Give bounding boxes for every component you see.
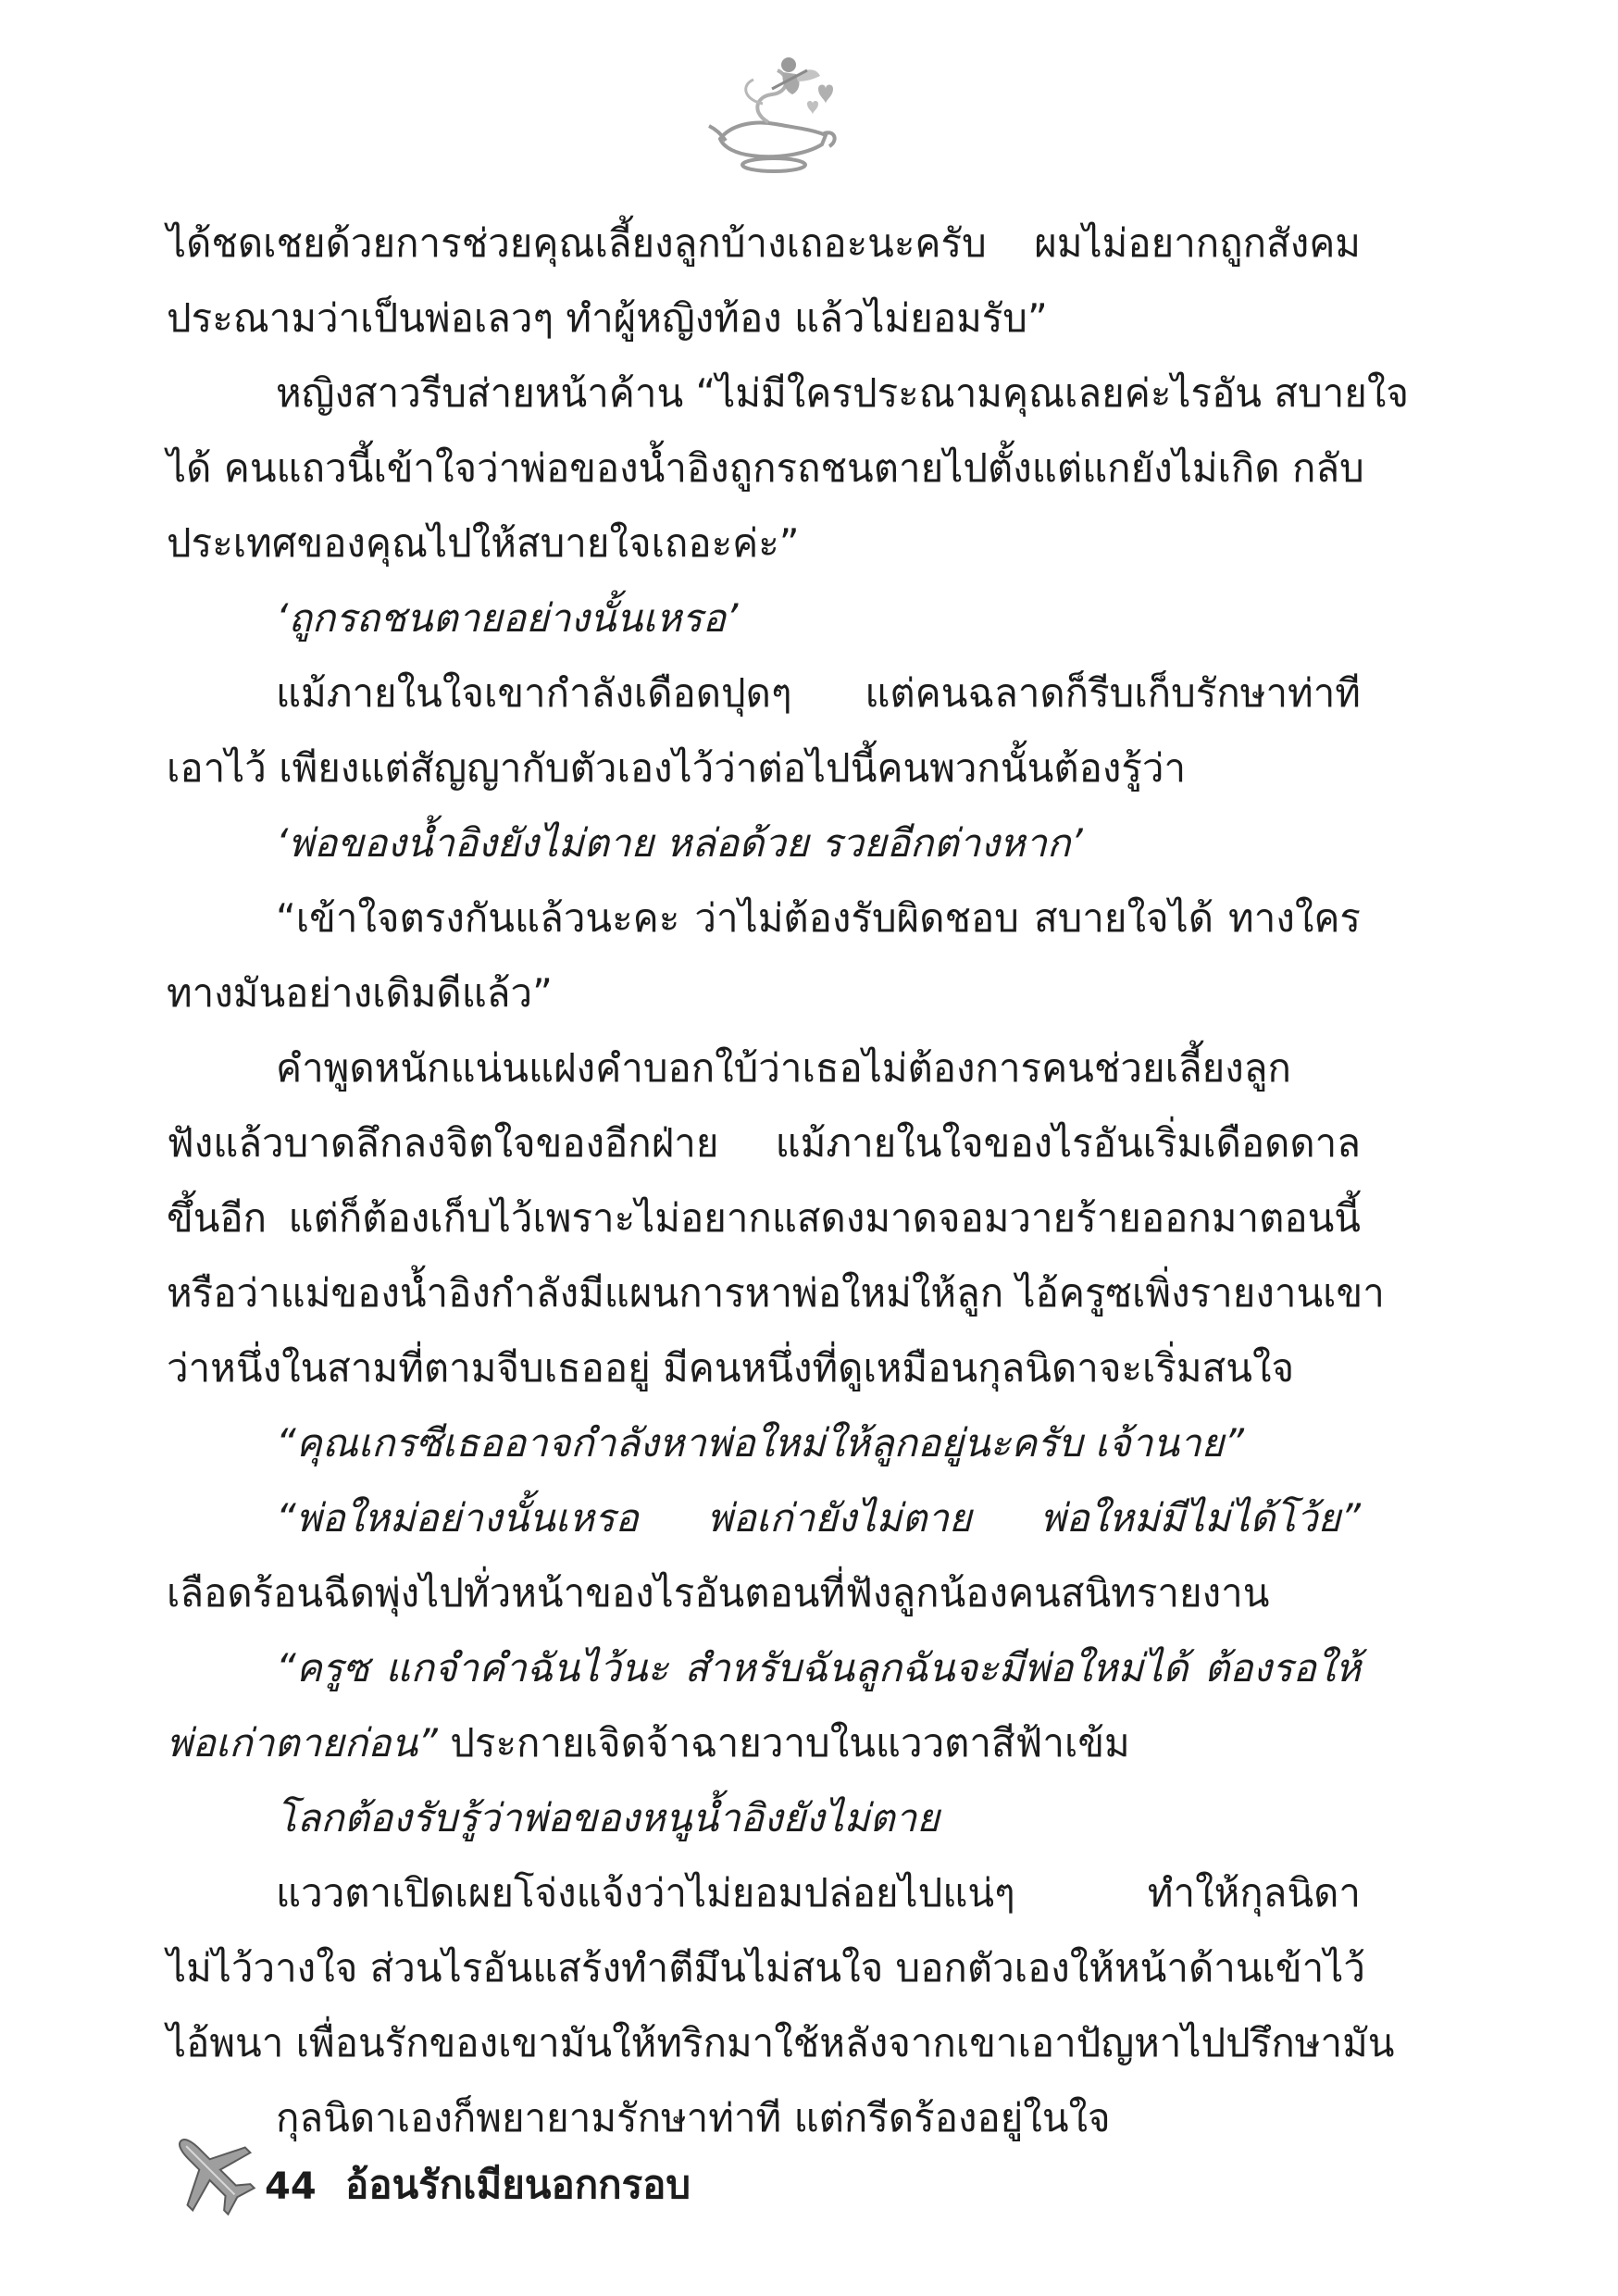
paragraph-line (167, 1705, 1361, 1780)
thought-line: ‘พ่อของน้ำอิงยังไม่ตาย หล่อด้วย รวยอีกต่างหาก’ (276, 820, 1083, 866)
teapot-cupid-ornament-icon (703, 48, 842, 178)
paragraph-line: คำพูดหนักแน่นแฝงคำบอกใบ้ว่าเธอไม่ต้องการคนช่วยเลี้ยงลูก (276, 1045, 1291, 1091)
narration-fragment: ประกายเจิดจ้าฉายวาบในแววตาสีฟ้าเข้ม (437, 1720, 1130, 1766)
paragraph-line: หญิงสาวรีบส่ายหน้าค้าน “ไม่มีใครประณามคุณเลยค่ะไรอัน สบายใจ (276, 370, 1409, 416)
dialogue-line: “ครูซ แกจำคำฉันไว้นะ สำหรับฉันลูกฉันจะมีพ่อใหม่ได้ ต้องรอให้ (276, 1645, 1361, 1691)
dialogue-fragment: พ่อเก่าตายก่อน” (167, 1720, 438, 1766)
dialogue-line: “คุณเกรซีเธออาจกำลังหาพ่อใหม่ให้ลูกอยู่นะครับ เจ้านาย” (276, 1420, 1244, 1466)
paragraph-line: ได้ คนแถวนี้เข้าใจว่าพ่อของน้ำอิงถูกรถชนตายไปตั้งแต่แกยังไม่เกิด กลับ (167, 445, 1364, 491)
body-text (167, 206, 1409, 2155)
page-footer (165, 2125, 998, 2227)
book-title: อ้อนรักเมียนอกกรอบ (345, 2162, 691, 2207)
paragraph-line: ฟังแล้วบาดลึกลงจิตใจของอีกฝ่าย แม้ภายในใจของไรอันเริ่มเดือดดาล (167, 1120, 1361, 1166)
paragraph-line: ประณามว่าเป็นพ่อเลวๆ ทำผู้หญิงท้อง แล้วไม่ยอมรับ” (167, 295, 1048, 341)
paragraph-line: หรือว่าแม่ของน้ำอิงกำลังมีแผนการหาพ่อใหม่ให้ลูก ไอ้ครูซเพิ่งรายงานเขา (167, 1270, 1385, 1316)
airplane-icon (165, 2125, 257, 2217)
paragraph-line: แววตาเปิดเผยโจ่งแจ้งว่าไม่ยอมปล่อยไปแน่ๆ ทำให้กุลนิดา (276, 1870, 1361, 1915)
paragraph-line: ประเทศของคุณไปให้สบายใจเถอะค่ะ” (167, 520, 800, 566)
paragraph-line: ขึ้นอีก แต่ก็ต้องเก็บไว้เพราะไม่อยากแสดงมาดจอมวายร้ายออกมาตอนนี้ (167, 1195, 1361, 1241)
paragraph-line: เลือดร้อนฉีดพุ่งไปทั่วหน้าของไรอันตอนที่ฟังลูกน้องคนสนิทรายงาน (167, 1570, 1270, 1616)
paragraph-line: แม้ภายในใจเขากำลังเดือดปุดๆ แต่คนฉลาดก็รีบเก็บรักษาท่าที (276, 670, 1361, 716)
dialogue-line: “พ่อใหม่อย่างนั้นเหรอ พ่อเก่ายังไม่ตาย พ่อใหม่มีไม่ได้โว้ย” (276, 1495, 1361, 1541)
paragraph-line: ว่าหนึ่งในสามที่ตามจีบเธออยู่ มีคนหนึ่งที่ดูเหมือนกุลนิดาจะเริ่มสนใจ (167, 1345, 1295, 1391)
dialogue-line: “เข้าใจตรงกันแล้วนะคะ ว่าไม่ต้องรับผิดชอบ สบายใจได้ ทางใคร (276, 895, 1361, 941)
page-number: 44 (265, 2165, 317, 2208)
paragraph-line: ไอ้พนา เพื่อนรักของเขามันให้ทริกมาใช้หลังจากเขาเอาปัญหาไปปรึกษามัน (167, 2020, 1395, 2065)
paragraph-line: กุลนิดาเองก็พยายามรักษาท่าที แต่กรีดร้องอยู่ในใจ (276, 2095, 1111, 2140)
paragraph-line: เอาไว้ เพียงแต่สัญญากับตัวเองไว้ว่าต่อไปนี้คนพวกนั้นต้องรู้ว่า (167, 745, 1187, 791)
thought-line: โลกต้องรับรู้ว่าพ่อของหนูน้ำอิงยังไม่ตาย (276, 1795, 940, 1841)
paragraph-line: ไม่ไว้วางใจ ส่วนไรอันแสร้งทำตีมึนไม่สนใจ บอกตัวเองให้หน้าด้านเข้าไว้ (167, 1945, 1365, 1990)
thought-line: ‘ถูกรถชนตายอย่างนั้นเหรอ’ (276, 595, 739, 641)
dialogue-line: ทางมันอย่างเดิมดีแล้ว” (167, 970, 553, 1016)
paragraph-line: ได้ชดเชยด้วยการช่วยคุณเลี้ยงลูกบ้างเถอะนะครับ ผมไม่อยากถูกสังคม (167, 220, 1361, 266)
